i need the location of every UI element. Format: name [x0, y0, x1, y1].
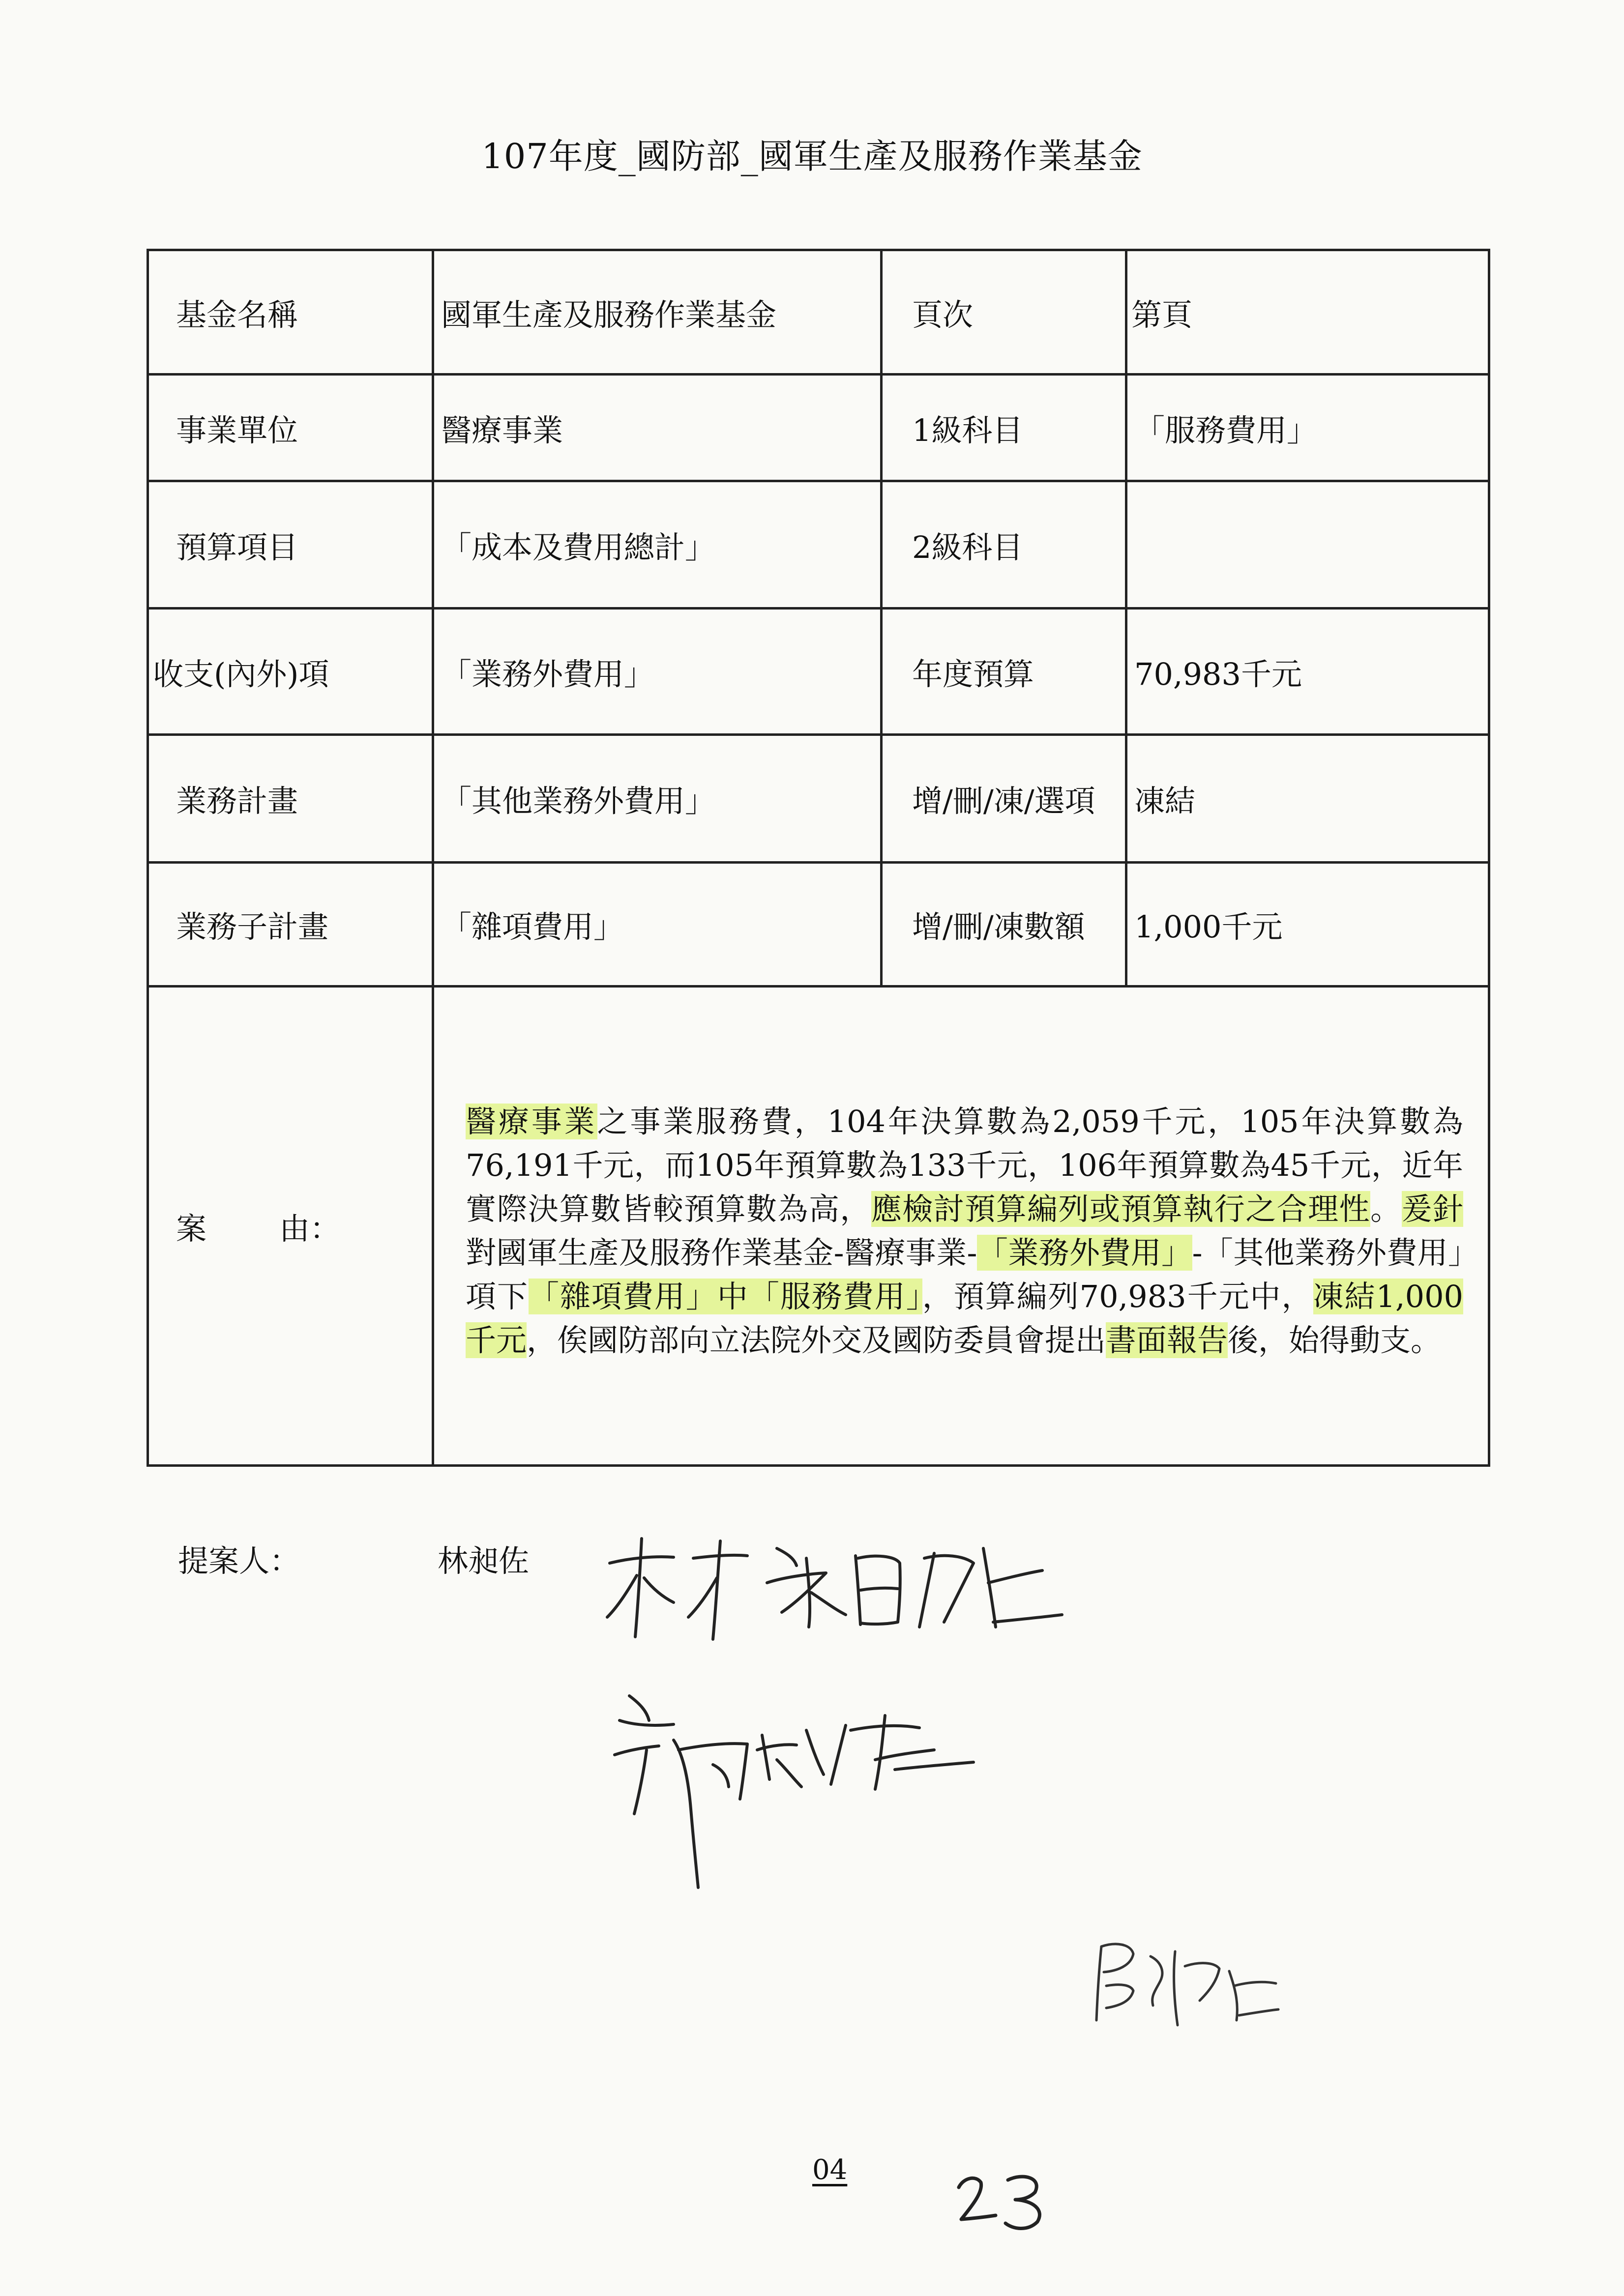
- reason-label: [148, 987, 433, 1466]
- level2-value: [1126, 481, 1489, 609]
- page-number: 04: [812, 2154, 848, 2186]
- highlighted-text: 「雜項費用」中「服務費用」: [528, 1279, 922, 1314]
- fund-name-label: 基金名稱: [148, 250, 433, 375]
- signature-1: [600, 1529, 1072, 1647]
- signature-2: [600, 1681, 1003, 1907]
- income-expense-label: 收支(內外)項: [148, 609, 433, 735]
- option-value: 凍結: [1126, 735, 1489, 863]
- proposer-label: 提案人：: [178, 1543, 300, 1579]
- income-expense-value: 「業務外費用」: [433, 609, 882, 735]
- budget-item-value: 「成本及費用總計」: [433, 481, 882, 609]
- reason-segment: 。: [1370, 1191, 1402, 1227]
- reason-segment: -「其他業務外費用」項下: [466, 1235, 1463, 1314]
- highlighted-text: 醫療事業: [466, 1104, 597, 1139]
- reason-label-a: 案: [176, 1210, 207, 1247]
- amount-value: 1,000千元: [1126, 863, 1489, 987]
- highlighted-text: 爰針: [1401, 1191, 1463, 1227]
- reason-text: [433, 987, 1489, 1466]
- signature-3: [1087, 1927, 1283, 2040]
- table-row: [148, 735, 1489, 863]
- plan-label: 業務計畫: [148, 735, 433, 863]
- budget-form-table: [147, 249, 1490, 1467]
- highlighted-text: 書面報告: [1106, 1322, 1228, 1358]
- highlighted-text: 應檢討預算編列或預算執行之合理性: [871, 1191, 1371, 1227]
- table-row: [148, 375, 1489, 481]
- page-label: 頁次: [882, 250, 1126, 375]
- document-title: 107年度_國防部_國軍生產及服務作業基金: [481, 136, 1143, 176]
- table-row: [148, 609, 1489, 735]
- reason-label-b: 由：: [279, 1210, 341, 1247]
- budget-item-label: 預算項目: [148, 481, 433, 609]
- handwritten-page-number: [954, 2165, 1052, 2234]
- table-row: [148, 250, 1489, 375]
- table-row: [148, 863, 1489, 987]
- reason-segment: 後，始得動支。: [1228, 1322, 1442, 1358]
- annual-budget-label: 年度預算: [882, 609, 1126, 735]
- reason-segment: 對國軍生產及服務作業基金-醫療事業-: [466, 1235, 977, 1271]
- proposer-name: 林昶佐: [438, 1543, 530, 1579]
- subplan-value: 「雜項費用」: [433, 863, 882, 987]
- reason-segment: ，俟國防部向立法院外交及國防委員會提出: [527, 1322, 1106, 1358]
- annual-budget-value: 70,983千元: [1126, 609, 1489, 735]
- table-row: [148, 481, 1489, 609]
- level1-label: 1級科目: [882, 375, 1126, 481]
- unit-value: 醫療事業: [433, 375, 882, 481]
- highlighted-text: 凍結1,000千元: [466, 1279, 1463, 1358]
- table-row: [148, 987, 1489, 1466]
- reason-segment: ，預算編列70,983千元中，: [922, 1279, 1313, 1314]
- plan-value: 「其他業務外費用」: [433, 735, 882, 863]
- amount-label: 增/刪/凍數額: [882, 863, 1126, 987]
- fund-name-value: 國軍生產及服務作業基金: [433, 250, 882, 375]
- level2-label: 2級科目: [882, 481, 1126, 609]
- level1-value: 「服務費用」: [1126, 375, 1489, 481]
- page-value: 第頁: [1126, 250, 1489, 375]
- unit-label: 事業單位: [148, 375, 433, 481]
- highlighted-text: 「業務外費用」: [977, 1235, 1192, 1271]
- subplan-label: 業務子計畫: [148, 863, 433, 987]
- reason-segment: 之事業服務費，104年決算數為2,059千元，105年決算數為76,191千元，而105年預算數為133千元，106年預算數為45千元，近年實際決算數皆較預算數為高，: [466, 1104, 1463, 1227]
- option-label: 增/刪/凍/選項: [882, 735, 1126, 863]
